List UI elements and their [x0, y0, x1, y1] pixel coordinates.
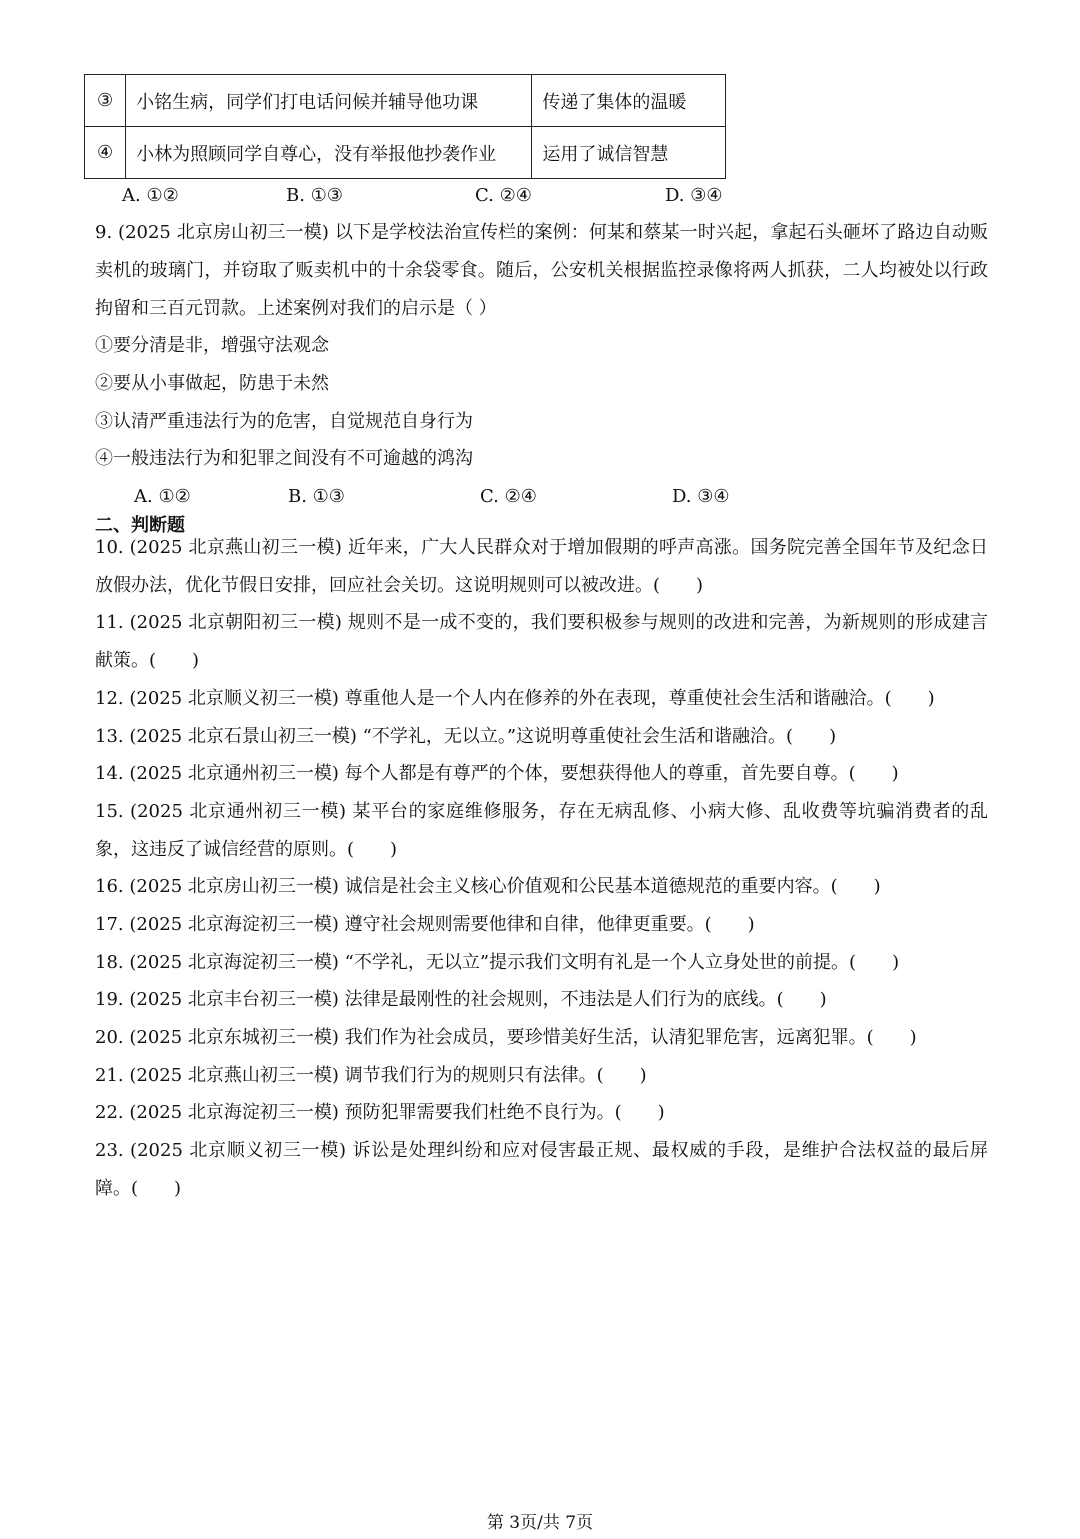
- judgment-item: 16. (2025 北京房山初三一模) 诚信是社会主义核心价值观和公民基本道德规范的重要内容。( ): [95, 876, 881, 897]
- statement-3: ③认清严重违法行为的危害，自觉规范自身行为: [95, 411, 473, 432]
- option-b: B. ①③: [288, 486, 345, 507]
- judgment-item: 20. (2025 北京东城初三一模) 我们作为社会成员，要珍惜美好生活，认清犯罪危害，远离犯罪。( ): [95, 1027, 917, 1048]
- option-d: D. ③④: [672, 486, 730, 507]
- judgment-item: 19. (2025 北京丰台初三一模) 法律是最刚性的社会规则，不违法是人们行为的底线。( ): [95, 989, 827, 1010]
- question-9-stem: 9. (2025 北京房山初三一模) 以下是学校法治宣传栏的案例：何某和蔡某一时兴起，拿起石头砸坏了路边自动贩卖机的玻璃门，并窃取了贩卖机中的十余袋零食。随后，公安机关根据监控录像将两人抓获，二人均被处以行政拘留和三百元罚款。上述案例对我们的启示是（ ）: [95, 222, 988, 319]
- statement-4: ④一般违法行为和犯罪之间没有不可逾越的鸿沟: [95, 448, 473, 469]
- option-a: A. ①②: [134, 486, 191, 507]
- option-b: B. ①③: [286, 185, 343, 206]
- judgment-item: 14. (2025 北京通州初三一模) 每个人都是有尊严的个体，要想获得他人的尊重，首先要自尊。( ): [95, 763, 899, 784]
- behavior-cell: 小林为照顾同学自尊心，没有举报他抄袭作业: [126, 127, 532, 179]
- judgment-item: 12. (2025 北京顺义初三一模) 尊重他人是一个人内在修养的外在表现，尊重使社会生活和谐融洽。( ): [95, 688, 935, 709]
- page-number: 第 3页/共 7页: [486, 1513, 594, 1533]
- row-number: ③: [85, 75, 126, 127]
- judgment-item: 17. (2025 北京海淀初三一模) 遵守社会规则需要他律和自律，他律更重要。( ): [95, 914, 755, 935]
- option-a: A. ①②: [122, 185, 179, 206]
- table-row: [85, 75, 726, 127]
- behavior-cell: 小铭生病，同学们打电话问候并辅导他功课: [126, 75, 532, 127]
- meaning-cell: 传递了集体的温暖: [532, 75, 726, 127]
- statement-2: ②要从小事做起，防患于未然: [95, 373, 329, 394]
- judgment-item: 21. (2025 北京燕山初三一模) 调节我们行为的规则只有法律。( ): [95, 1065, 647, 1086]
- option-c: C. ②④: [480, 486, 537, 507]
- judgment-item: 23. (2025 北京顺义初三一模) 诉讼是处理纠纷和应对侵害最正规、最权威的手段，是维护合法权益的最后屏障。( ): [95, 1140, 988, 1199]
- section-title: 二、判断题: [95, 515, 185, 536]
- judgment-item: 10. (2025 北京燕山初三一模) 近年来，广大人民群众对于增加假期的呼声高涨。国务院完善全国年节及纪念日放假办法，优化节假日安排，回应社会关切。这说明规则可以被改进。( ): [95, 537, 988, 596]
- option-table: [84, 74, 726, 179]
- meaning-cell: 运用了诚信智慧: [532, 127, 726, 179]
- judgment-item: 11. (2025 北京朝阳初三一模) 规则不是一成不变的，我们要积极参与规则的改进和完善，为新规则的形成建言献策。( ): [95, 612, 988, 671]
- judgment-item: 22. (2025 北京海淀初三一模) 预防犯罪需要我们杜绝不良行为。( ): [95, 1102, 665, 1123]
- table-row: [85, 127, 726, 179]
- judgment-item: 15. (2025 北京通州初三一模) 某平台的家庭维修服务，存在无病乱修、小病大修、乱收费等坑骗消费者的乱象，这违反了诚信经营的原则。( ): [95, 801, 988, 860]
- row-number: ④: [85, 127, 126, 179]
- judgment-item: 13. (2025 北京石景山初三一模) “不学礼，无以立。”这说明尊重使社会生活和谐融洽。( ): [95, 726, 837, 747]
- option-d: D. ③④: [665, 185, 723, 206]
- statement-1: ①要分清是非，增强守法观念: [95, 335, 329, 356]
- judgment-item: 18. (2025 北京海淀初三一模) “不学礼，无以立”提示我们文明有礼是一个人立身处世的前提。( ): [95, 952, 900, 973]
- option-c: C. ②④: [475, 185, 532, 206]
